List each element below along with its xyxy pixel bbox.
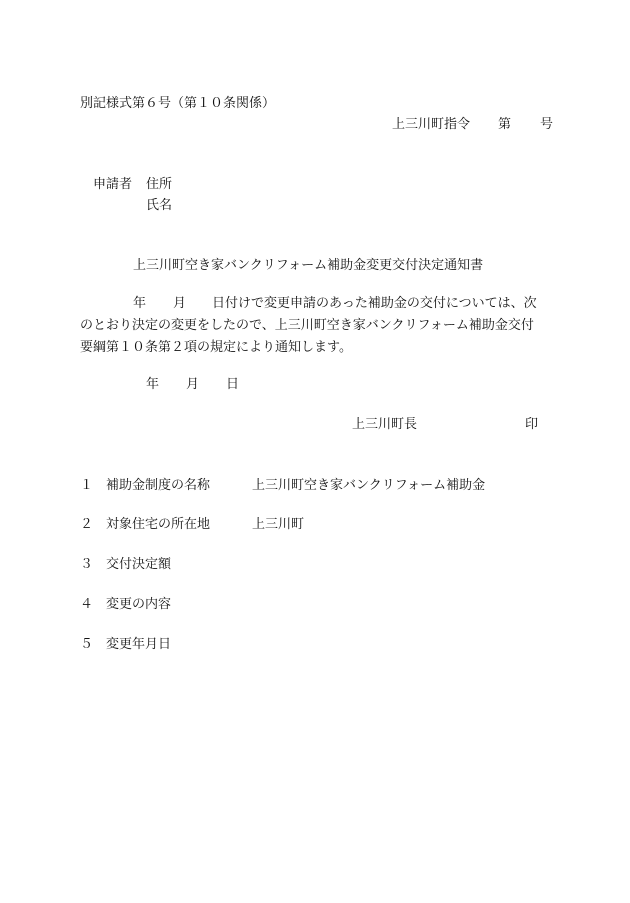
date-year: 年 — [146, 377, 160, 392]
body-line2: のとおり決定の変更をしたので、上三川町空き家バンクリフォーム補助金交付 — [80, 318, 534, 333]
list-item — [0, 598, 630, 612]
applicant-label: 申請者 — [93, 177, 133, 192]
body-month: 月 — [173, 296, 187, 311]
item-label: 交付決定額 — [106, 557, 172, 572]
document-title: 上三川町空き家バンクリフォーム補助金変更交付決定通知書 — [133, 258, 484, 273]
item-number: ４ — [80, 597, 94, 612]
mayor-title: 上三川町長 — [352, 417, 418, 432]
item-number: １ — [80, 478, 94, 493]
date-day: 日 — [226, 377, 240, 392]
item-label: 補助金制度の名称 — [106, 478, 211, 493]
body-year: 年 — [133, 296, 147, 311]
applicant-name-label: 氏名 — [146, 198, 173, 213]
item-label: 対象住宅の所在地 — [106, 517, 211, 532]
applicant-address-label: 住所 — [146, 177, 173, 192]
item-label: 変更年月日 — [106, 637, 172, 652]
issuer-dai: 第 — [498, 117, 512, 132]
list-item — [0, 518, 630, 532]
list-item — [0, 638, 630, 652]
item-label: 変更の内容 — [106, 597, 172, 612]
item-value: 上三川町 — [252, 517, 305, 532]
list-item — [0, 479, 630, 493]
issuer-order: 上三川町指令 — [392, 117, 471, 132]
date-month: 月 — [186, 377, 200, 392]
issuer-go: 号 — [540, 117, 554, 132]
seal-mark: 印 — [525, 417, 539, 432]
form-label: 別記様式第６号（第１０条関係） — [80, 96, 276, 111]
body-line1: 日付けで変更申請のあった補助金の交付については、次 — [212, 296, 537, 311]
item-number: ５ — [80, 637, 94, 652]
item-number: ２ — [80, 517, 94, 532]
body-line3: 要綱第１０条第２項の規定により通知します。 — [80, 340, 352, 355]
item-number: ３ — [80, 557, 94, 572]
list-item — [0, 558, 630, 572]
item-value: 上三川町空き家バンクリフォーム補助金 — [252, 478, 486, 493]
